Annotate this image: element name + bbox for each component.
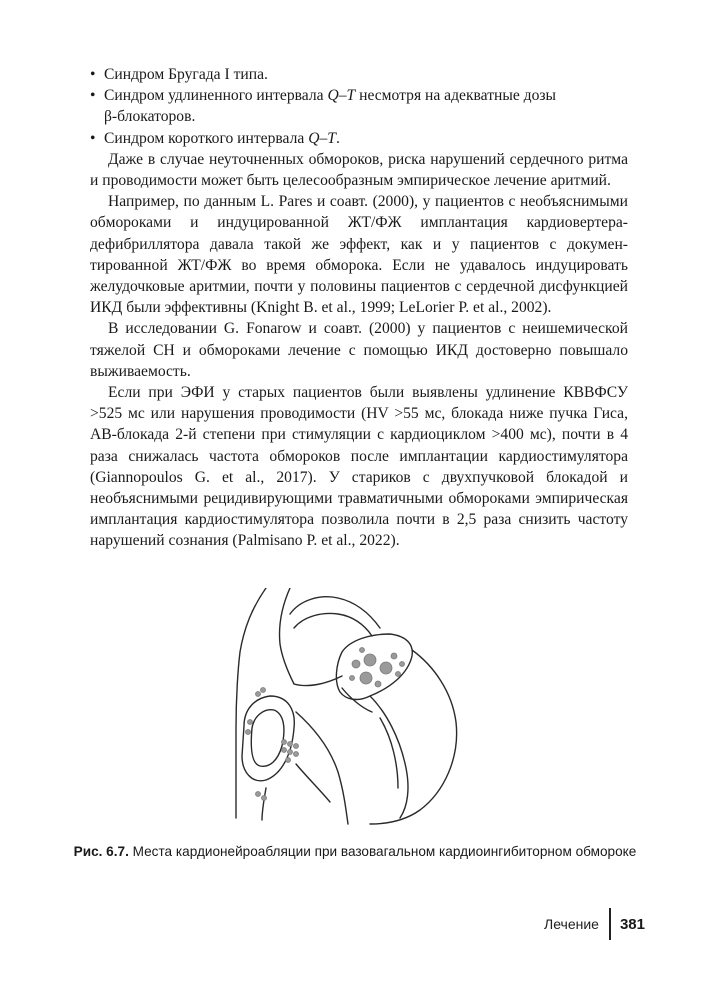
- italic-term: Q–T: [327, 87, 356, 105]
- ablation-site-marker: [360, 648, 365, 653]
- ablation-site-marker: [352, 660, 360, 668]
- bullet-text: Синдром Бругада I типа.: [104, 66, 268, 83]
- ablation-site-marker: [286, 758, 291, 763]
- bullet-item: [90, 85, 628, 127]
- bullet-text: Синдром удлиненного интервала: [104, 87, 328, 105]
- paragraph: Например, по данным L. Pares и соавт. (2000), у пациентов с необъяснимыми обмороками и индуцированной ЖТ/ФЖ имплантация кардиовертера-дефибриллятора давала такой же эффект, как и у пациентов с документированной ЖТ/ФЖ во время обморока. Если не удавалось индуцировать желудочковые аритмии, почти у половины пациентов с сердечной дисфункцией ИКД были эффективны (Knight B. et al., 1999; LeLorier P. et al., 2002).: [90, 193, 628, 317]
- paragraph: В исследовании G. Fonarow и соавт. (2000) у пациентов с неишемической тяжелой СН и обмороками лечение с помощью ИКД достоверно повышало выживаемость.: [90, 320, 628, 380]
- bullet-text: несмотря на адекватные дозы: [355, 87, 557, 105]
- running-footer-section: Лечение: [544, 916, 599, 932]
- ablation-site-marker: [364, 654, 376, 666]
- ablation-site-marker: [294, 744, 299, 749]
- ablation-site-marker: [380, 662, 392, 674]
- figure-label: Рис. 6.7.: [73, 844, 129, 859]
- bullet-item: [90, 64, 628, 85]
- page-footer: [544, 908, 645, 940]
- bullet-item: [90, 128, 628, 149]
- ablation-site-marker: [248, 720, 253, 725]
- heart-illustration: [230, 588, 480, 828]
- ablation-site-markers: [230, 588, 480, 828]
- ablation-site-marker: [391, 653, 397, 659]
- bullet-text: .: [335, 129, 340, 147]
- ablation-site-marker: [256, 792, 261, 797]
- ablation-site-marker: [350, 676, 355, 681]
- ablation-site-marker: [288, 742, 293, 747]
- ablation-site-marker: [256, 692, 261, 697]
- bullet-text: β-блокаторов.: [104, 108, 196, 126]
- ablation-site-marker: [261, 688, 266, 693]
- ablation-site-marker: [262, 796, 267, 801]
- ablation-site-marker: [294, 752, 299, 757]
- italic-term: Q–T: [308, 129, 336, 147]
- page-number: 381: [619, 915, 645, 933]
- figure-caption: [70, 843, 640, 860]
- bullet-text: Синдром короткого интервала: [104, 129, 309, 147]
- figure-caption-text: Места кардионейроабляции при вазовагальном кардиоингибиторном обмороке: [132, 844, 637, 859]
- ablation-site-marker: [375, 681, 381, 687]
- ablation-site-marker: [396, 672, 401, 677]
- ablation-site-marker: [246, 730, 251, 735]
- ablation-site-marker: [282, 740, 287, 745]
- ablation-site-marker: [288, 750, 293, 755]
- paragraph: Если при ЭФИ у старых пациентов были выявлены удлинение КВВФСУ >525 мс или нарушения проводимости (HV >55 мс, блокада ниже пучка Гиса, АВ-блокада 2-й степени при стимуляции с кардиоциклом >400 мс), почти в 4 раза снижалась частота обмороков после имплантации кардиостимулятора (Giannopoulos G. et al., 2017). У стариков с двухпучковой блокадой и необъяснимыми рецидивирующими травматичными обмороками эмпирическая имплантация кардиостимулятора позволила почти в 2,5 раза снизить частоту нарушений сознания (Palmisano P. et al., 2022).: [90, 384, 628, 550]
- ablation-site-marker: [360, 672, 372, 684]
- ablation-site-marker: [282, 748, 287, 753]
- paragraph: Даже в случае неуточненных обмороков, риска нарушений сердечного ритма и проводимости может быть целесообразным эмпирическое лечение аритмий.: [90, 150, 628, 190]
- body-text: [90, 64, 628, 552]
- bullet-list: [90, 64, 628, 149]
- ablation-site-marker: [400, 662, 405, 667]
